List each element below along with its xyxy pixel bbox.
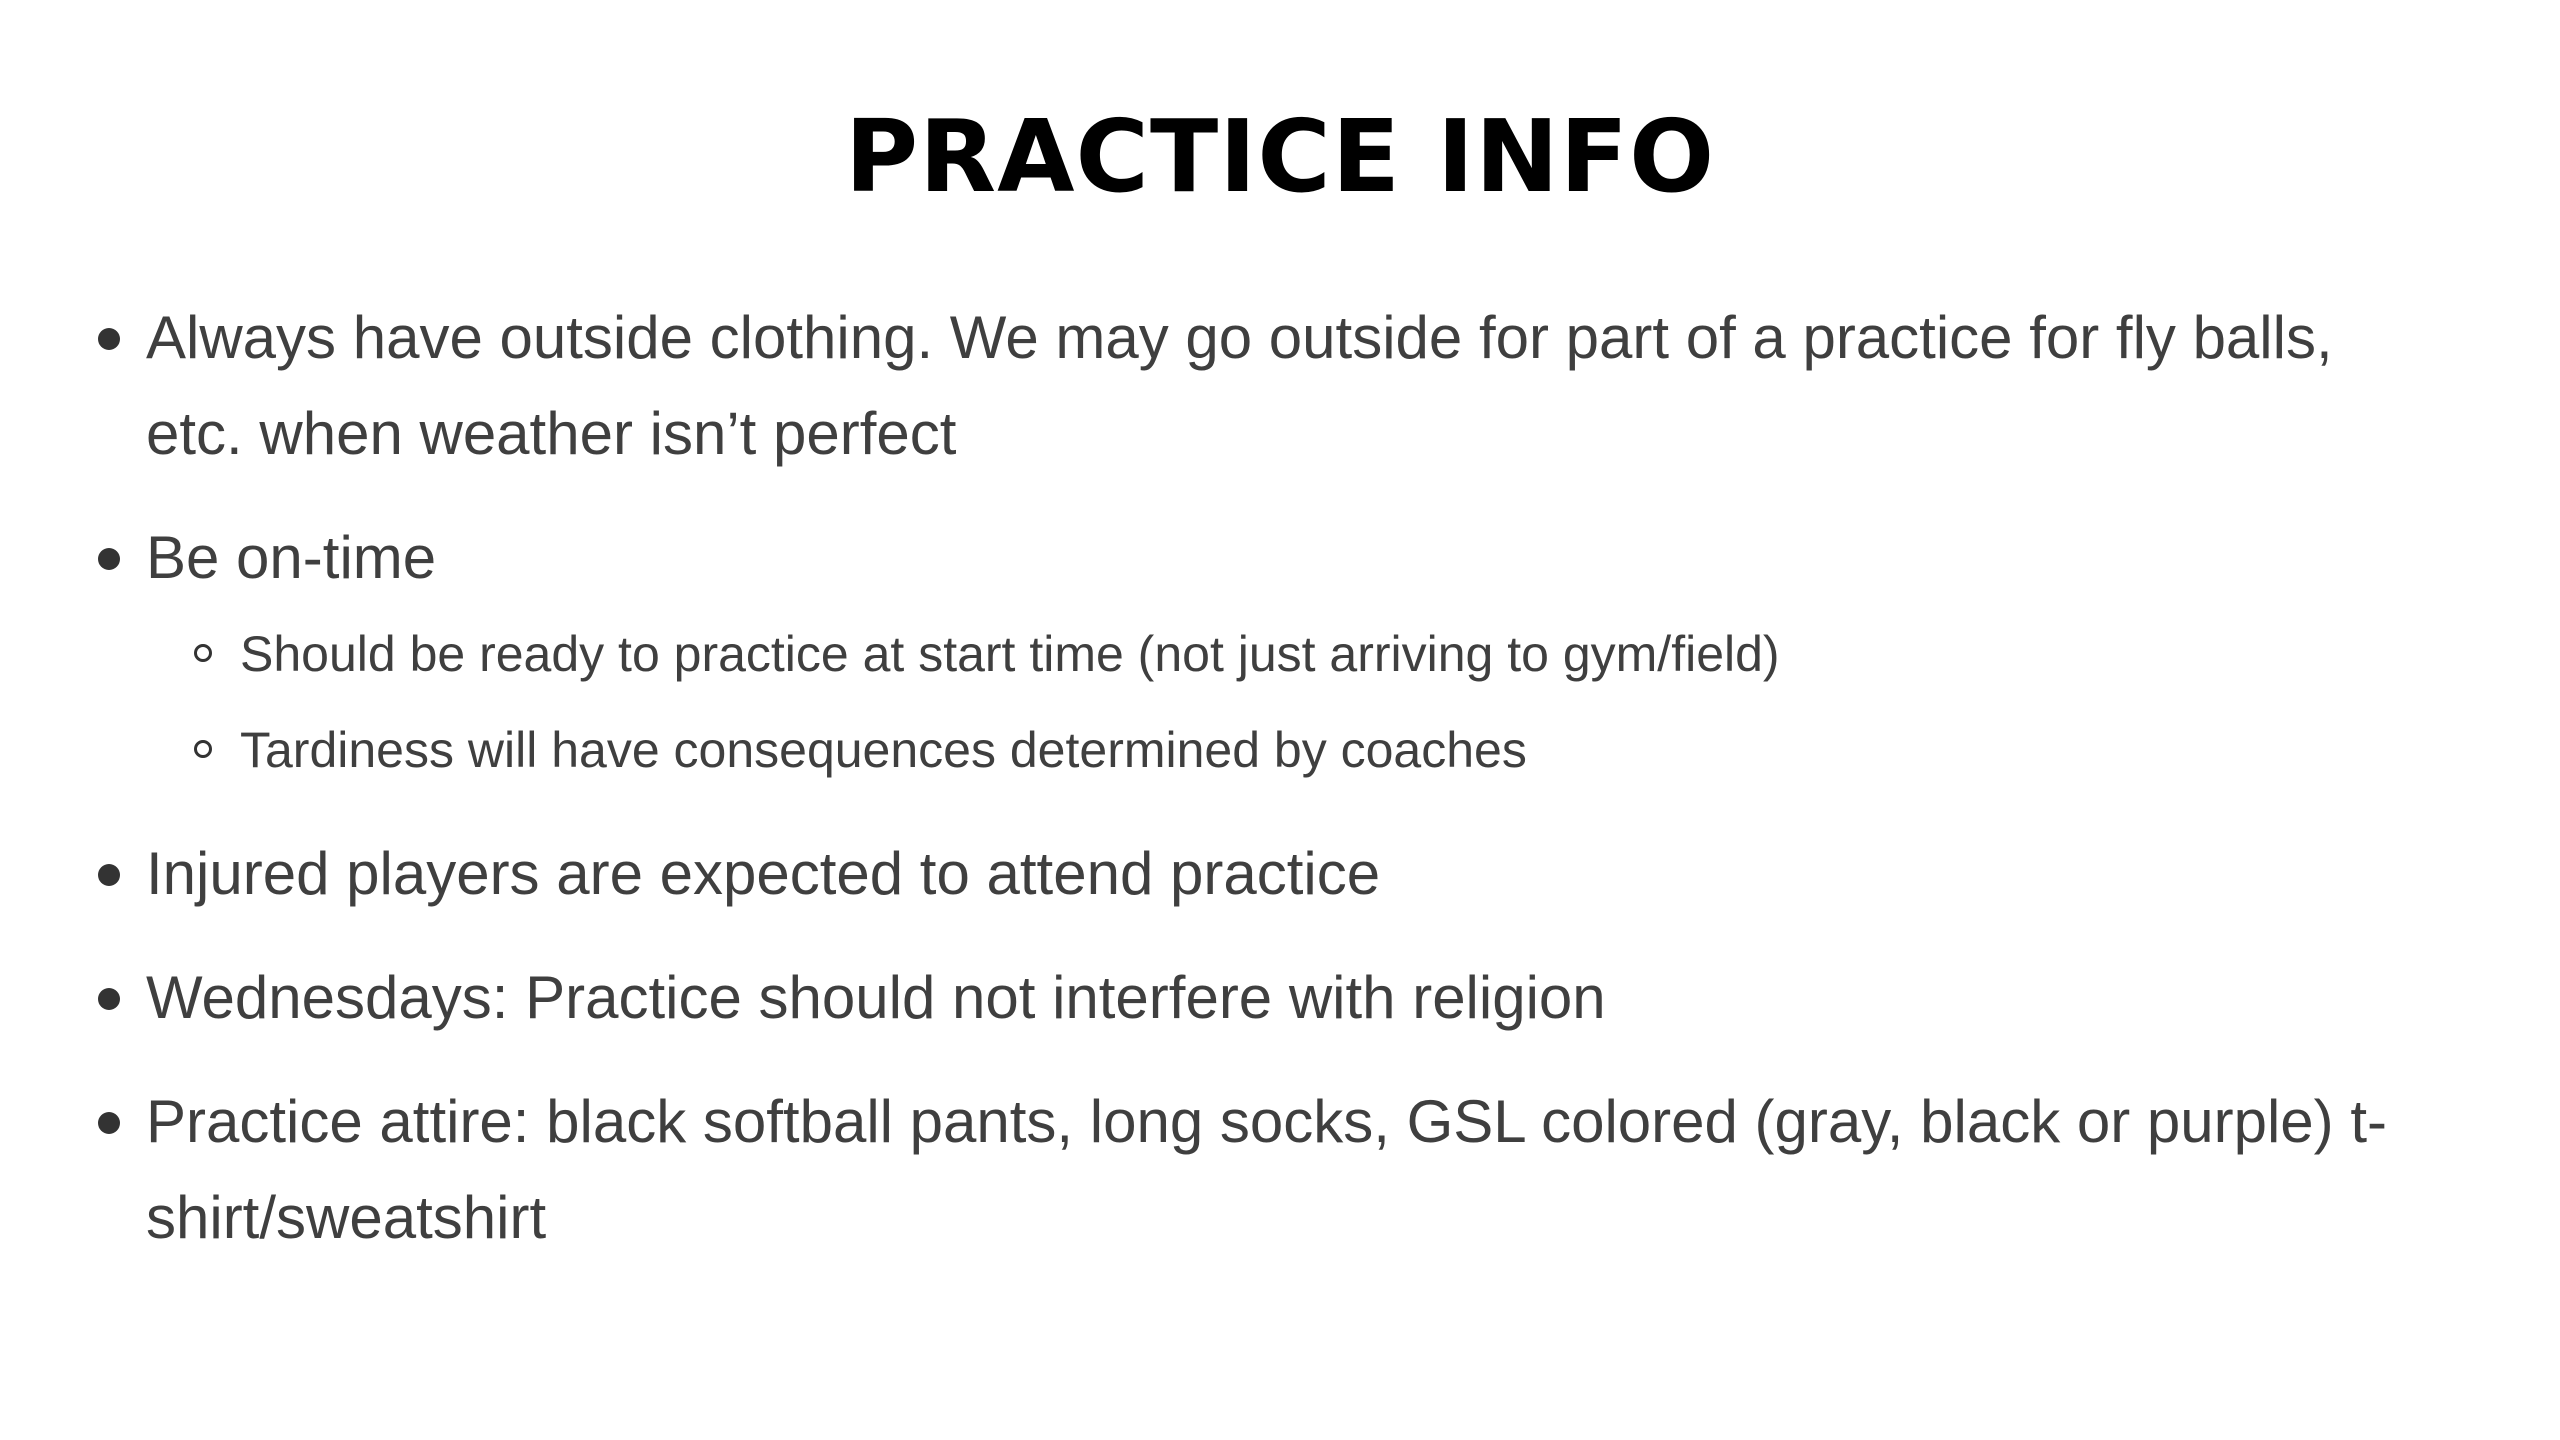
bullet-text: Be on-time (146, 524, 437, 591)
bullet-dot-icon (98, 328, 120, 350)
slide-title: PRACTICE INFO (844, 98, 1716, 215)
sub-bullet-wrap (146, 606, 2398, 798)
sub-bullet-item-tardiness (146, 702, 2398, 798)
bullet-circle-icon (194, 740, 212, 758)
bullet-text: Wednesdays: Practice should not interfere with religion (146, 964, 1606, 1031)
bullet-dot-icon (98, 988, 120, 1010)
bullet-text: Always have outside clothing. We may go outside for part of a practice for fly balls, etc. when weather isn’t perfect (146, 304, 2333, 467)
bullet-list (98, 290, 2398, 1266)
bullet-text: Practice attire: black softball pants, long socks, GSL colored (gray, black or purple) t-shirt/sweatshirt (146, 1088, 2387, 1251)
bullet-dot-icon (98, 548, 120, 570)
bullet-item-practice-attire (98, 1074, 2398, 1266)
slide-body (98, 290, 2398, 1294)
bullet-item-on-time (98, 510, 2398, 798)
bullet-text: Injured players are expected to attend practice (146, 840, 1381, 907)
bullet-item-outside-clothing (98, 290, 2398, 482)
bullet-item-injured-players (98, 826, 2398, 922)
bullet-dot-icon (98, 864, 120, 886)
bullet-circle-icon (194, 644, 212, 662)
sub-bullet-list (146, 606, 2398, 798)
sub-bullet-text: Tardiness will have consequences determined by coaches (240, 722, 1527, 778)
bullet-dot-icon (98, 1112, 120, 1134)
sub-bullet-text: Should be ready to practice at start time (not just arriving to gym/field) (240, 626, 1780, 682)
bullet-item-wednesdays (98, 950, 2398, 1046)
sub-bullet-item-ready (146, 606, 2398, 702)
